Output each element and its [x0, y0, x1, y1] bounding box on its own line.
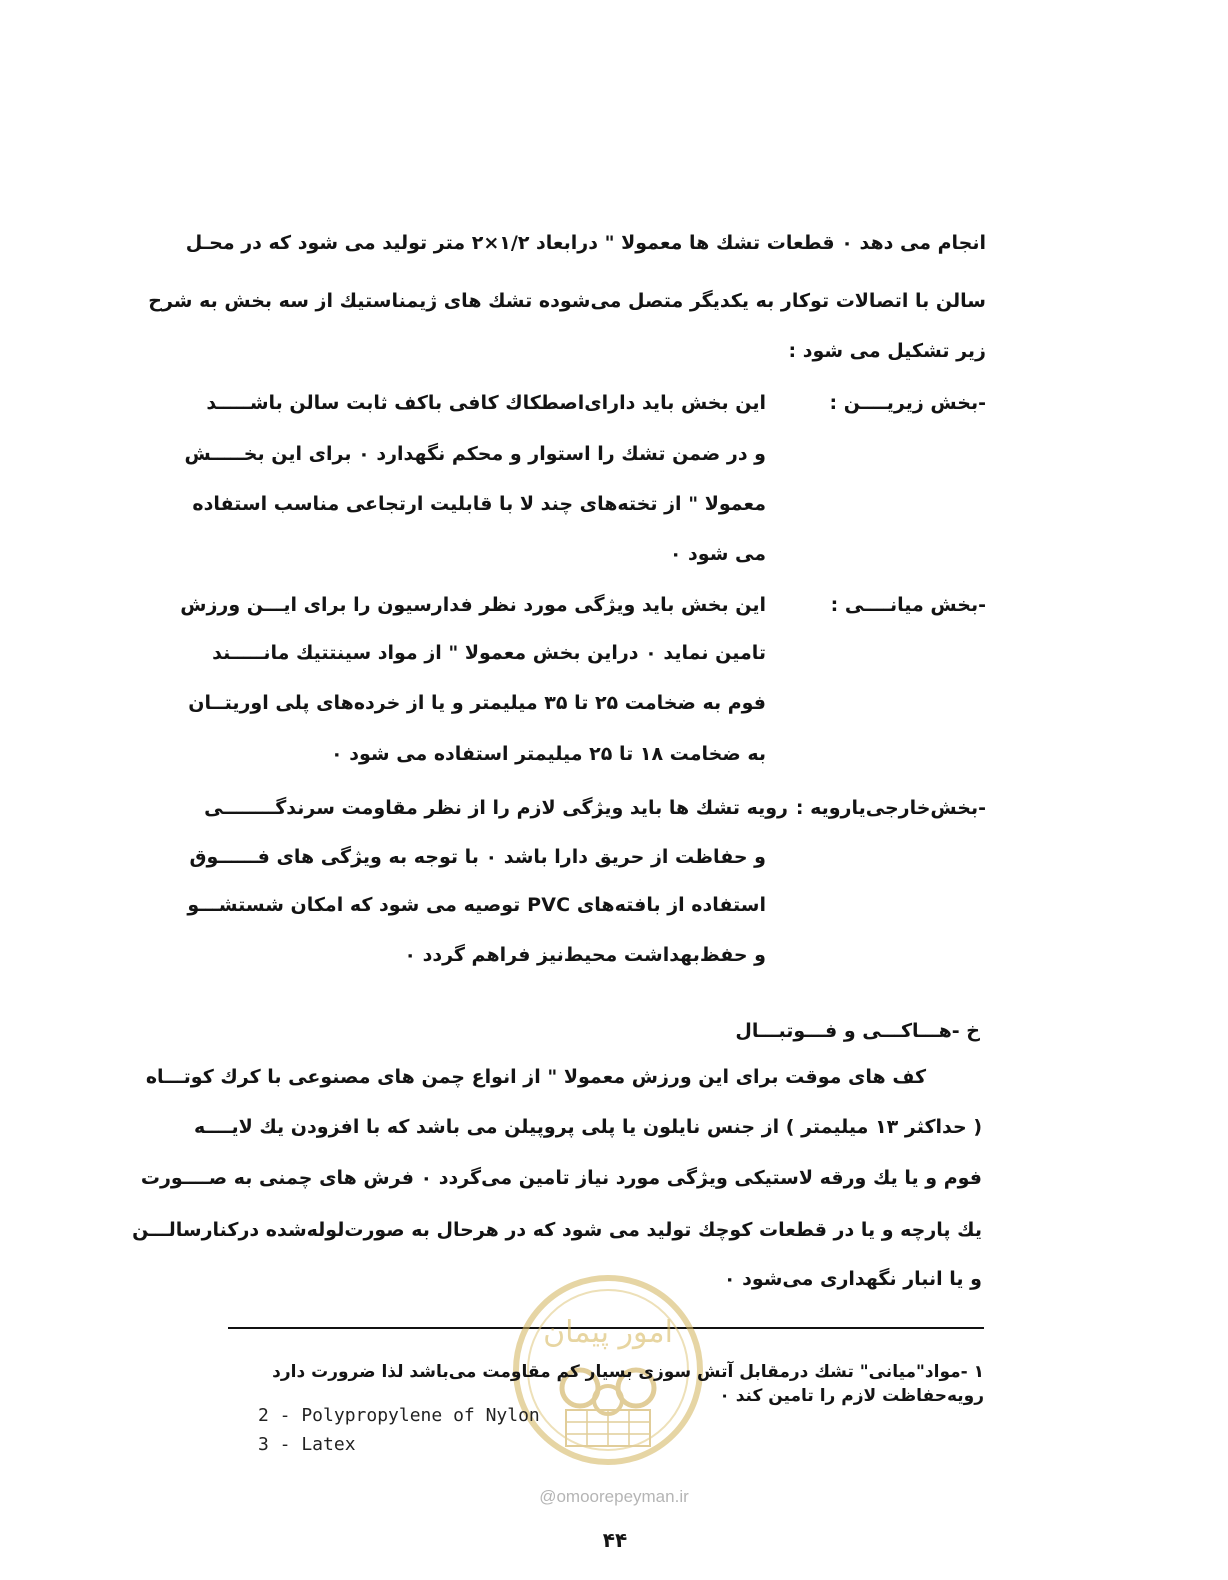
section-middle-line-1: این بخش باید ویژگی مورد نظر فدارسیون را برای ایـــن ورزش: [180, 594, 766, 616]
section-bottom-line-4: می شود ۰: [669, 543, 766, 565]
footnote-1-line-2: رویه‌حفاظت لازم را تامین کند ۰: [719, 1386, 984, 1406]
page-number: ۴۴: [602, 1528, 628, 1552]
section-middle-line-2: تامین نماید ۰ دراین بخش معمولا " از مواد سینتتیك مانـــــند: [212, 642, 766, 664]
section-outer-line-2: و حفاظت از حریق دارا باشد ۰ با توجه به ویژگی های فــــــوق: [189, 846, 766, 868]
section-bottom-line-3: معمولا " از تخته‌های چند لا با قابلیت ارتجاعی مناسب استفاده: [192, 493, 766, 515]
paragraph-line-5: و یا انبار نگهداری می‌شود ۰: [723, 1268, 982, 1290]
section-middle-line-4: به ضخامت ۱۸ تا ۲۵ میلیمتر استفاده می شود ۰: [331, 743, 766, 765]
body-line-2: سالن با اتصالات توکار به یکدیگر متصل می‌شوده تشك های ژیمناستیك از سه بخش به شرح: [148, 290, 986, 312]
paragraph-line-3: فوم و یا یك ورقه لاستیکی ویژگی مورد نیاز تامین می‌گردد ۰ فرش های چمنی به صــــورت: [140, 1167, 982, 1189]
section-outer-line-1: رویه تشك ها باید ویژگی لازم را از نظر مقاومت سرندگــــــــی: [204, 797, 788, 819]
paragraph-line-2: ( حداکثر ۱۳ میلیمتر ) از جنس نایلون یا پلی پروپیلن می باشد که با افزودن یك لایــــه: [193, 1116, 982, 1138]
section-bottom-line-1: این بخش باید دارای‌اصطکاك کافی باکف ثابت سالن باشـــــد: [206, 392, 766, 414]
paragraph-line-1: کف های موقت برای این ورزش معمولا " از انواع چمن های مصنوعی با کرك کوتـــاه: [145, 1066, 926, 1088]
section-label-bottom: -بخش زیریــــن :: [829, 392, 986, 414]
section-outer-line-4: و حفظ‌بهداشت محیط‌نیز فراهم گردد ۰: [404, 944, 766, 966]
footnote-1-line-1: ۱ -مواد"میانی" تشك درمقابل آتش سوزی بسیار کم مقاومت می‌باشد لذا ضرورت دارد: [272, 1362, 984, 1382]
section-label-outer: -بخش‌خارجی‌یارویه :: [795, 797, 986, 819]
section-bottom-line-2: و در ضمن تشك را استوار و محکم نگهدارد ۰ برای این بخـــــش: [184, 443, 766, 465]
watermark-url: @omoorepeyman.ir: [539, 1487, 689, 1506]
body-line-3: زیر تشکیل می شود :: [788, 340, 986, 362]
paragraph-line-4: یك پارچه و یا در قطعات کوچك تولید می شود که در هرحال به صورت‌لوله‌شده درکنارسالـــن: [132, 1219, 982, 1241]
footnote-3: 3 - Latex: [258, 1434, 356, 1455]
footnote-2: 2 - Polypropylene of Nylon: [258, 1405, 540, 1426]
body-line-1: انجام می دهد ۰ قطعات تشك ها معمولا " درابعاد ۱/۲×۲ متر تولید می شود که در محـل: [185, 232, 986, 254]
section-heading: خ -هـــاکـــی و فـــوتبـــال: [735, 1020, 980, 1042]
section-label-middle: -بخش میانــــی :: [830, 594, 986, 616]
section-middle-line-3: فوم به ضخامت ۲۵ تا ۳۵ میلیمتر و یا از خرده‌های پلی اوریتــان: [188, 692, 766, 714]
section-outer-line-3: استفاده از بافته‌های PVC توصیه می شود که امکان شستشـــو: [187, 894, 766, 916]
svg-text:امور پیمان: امور پیمان: [543, 1315, 673, 1350]
